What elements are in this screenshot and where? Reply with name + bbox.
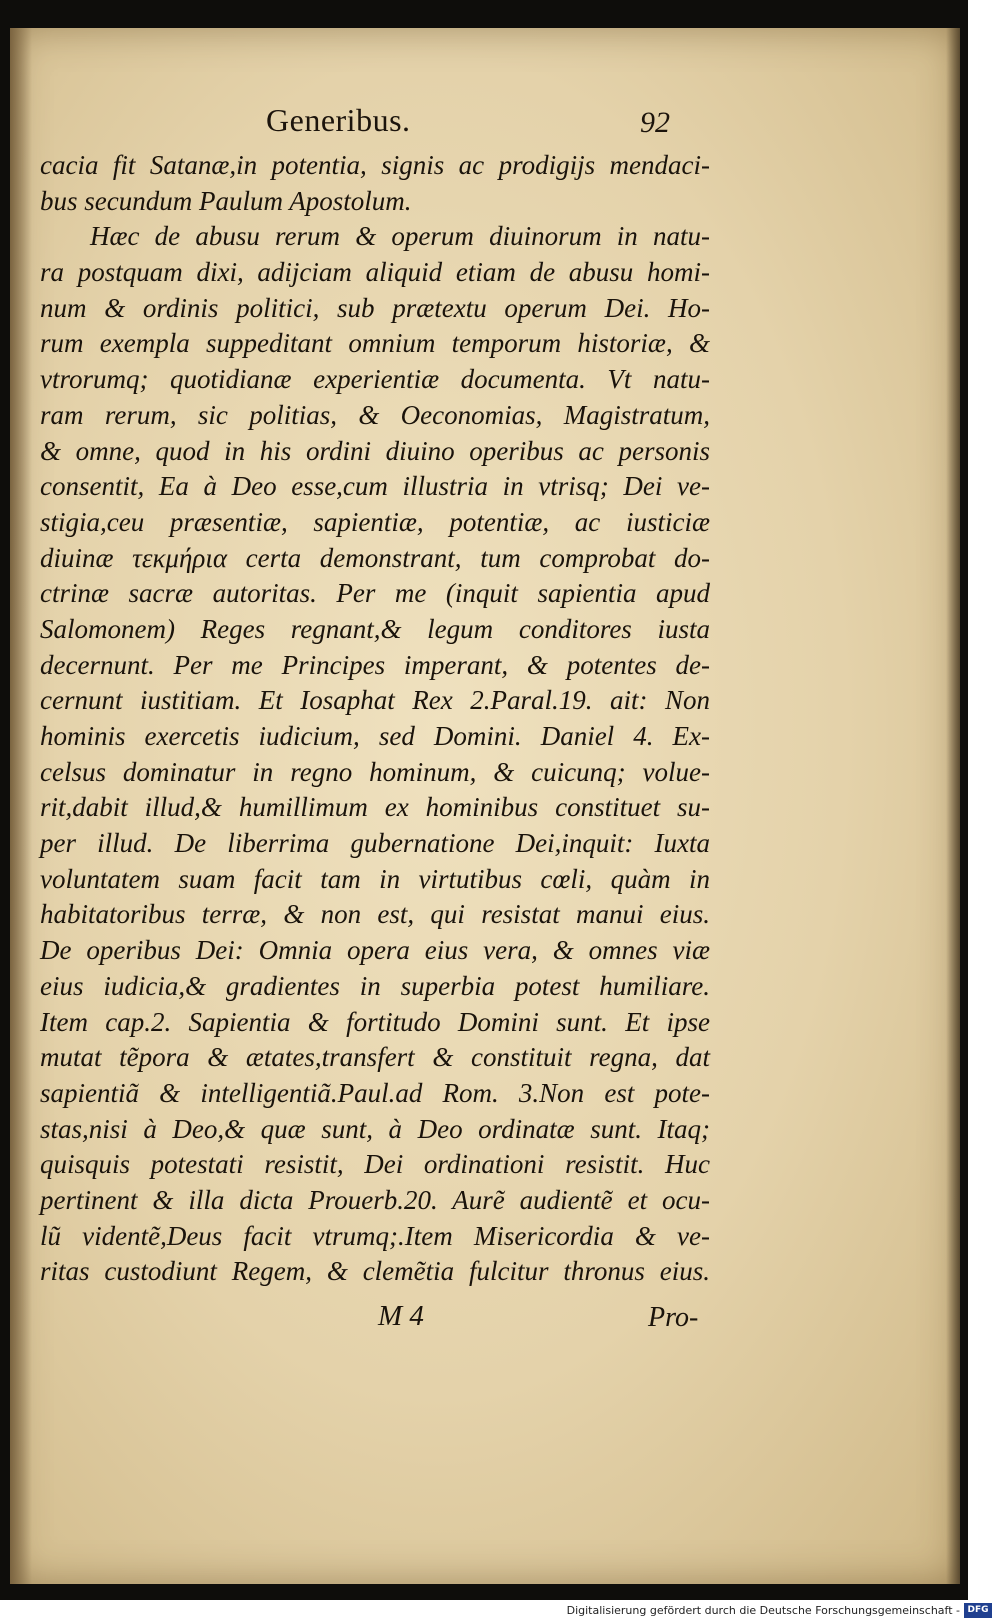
text-line: mutat tẽpora & ætates,transfert & constituit regna, dat [40,1042,710,1073]
text-line: ctrinæ sacræ autoritas. Per me (inquit sapientia apud [40,578,710,609]
book-page [10,28,960,1584]
signature-mark: M 4 [378,1300,424,1332]
body-text [40,148,710,1290]
text-line: bus secundum Paulum Apostolum. [40,185,412,216]
text-line: habitatoribus terræ, & non est, qui resistat manui eius. [40,899,710,930]
text-line: rum exempla suppeditant omnium temporum historiæ, & [40,328,710,359]
text-line: rit,dabit illud,& humillimum ex hominibus constituet su- [40,792,710,823]
text-line: ram rerum, sic politias, & Oeconomias, Magistratum, [40,399,710,430]
dfg-logo-icon: DFG [964,1603,992,1618]
text-line: quisquis potestati resistit, Dei ordinationi resistit. Huc [40,1149,710,1180]
text-line: decernunt. Per me Principes imperant, & potentes de- [40,649,710,680]
text-line: De operibus Dei: Omnia opera eius vera, & omnes viæ [40,935,710,966]
page-number: 92 [640,106,670,139]
text-line: celsus dominatur in regno hominum, & cuicunq; volue- [40,756,710,787]
text-line: & omne, quod in his ordini diuino operibus ac personis [40,435,710,466]
text-line: cacia fit Satanæ,in potentia, signis ac prodigijs mendaci- [40,150,710,180]
text-line: ritas custodiunt Regem, & clemẽtia fulcitur thronus eius. [40,1256,710,1287]
running-head: Generibus. [266,102,411,138]
text-line: hominis exercetis iudicium, sed Domini. Daniel 4. Ex- [40,721,710,751]
text-line: consentit, Ea à Deo esse,cum illustria in vtrisq; Dei ve- [40,471,710,502]
text-line: lũ videntẽ,Deus facit vtrumq;.Item Misericordia & ve- [40,1220,710,1251]
text-line: per illud. De liberrima gubernatione Dei,inquit: Iuxta [40,828,710,859]
text-line: ra postquam dixi, adijciam aliquid etiam de abusu homi- [40,257,710,288]
funding-credit: Digitalisierung gefördert durch die Deutsche Forschungsgemeinschaft - [566,1604,960,1617]
text-line: Item cap.2. Sapientia & fortitudo Domini sunt. Et ipse [40,1006,710,1037]
text-line: pertinent & illa dicta Prouerb.20. Aurẽ audientẽ et ocu- [40,1184,710,1215]
digitization-footer [0,1600,1000,1622]
page-gutter-shadow [10,28,32,1584]
text-line: stigia,ceu præsentiæ, sapientiæ, potentiæ, ac iusticiæ [40,506,710,537]
text-line: eius iudicia,& gradientes in superbia potest humiliare. [40,970,710,1001]
text-line: sapientiã & intelligentiã.Paul.ad Rom. 3.Non est pote- [40,1077,710,1108]
text-line: vtrorumq; quotidianæ experientiæ documenta. Vt natu- [40,364,710,395]
text-line: Salomonem) Reges regnant,& legum conditores iusta [40,613,710,644]
text-line: diuinæ τεκμήρια certa demonstrant, tum comprobat do- [40,542,710,573]
text-line: stas,nisi à Deo,& quæ sunt, à Deo ordinatæ sunt. Itaq; [40,1113,710,1144]
page-edge-shadow [946,28,960,1584]
catchword: Pro- [648,1302,699,1333]
text-line: num & ordinis politici, sub prætextu operum Dei. Ho- [40,292,710,323]
text-line: Hæc de abusu rerum & operum diuinorum in natu- [90,221,710,252]
text-line: cernunt iustitiam. Et Iosaphat Rex 2.Paral.19. ait: Non [40,685,710,716]
text-line: voluntatem suam facit tam in virtutibus cœli, quàm in [40,863,710,894]
